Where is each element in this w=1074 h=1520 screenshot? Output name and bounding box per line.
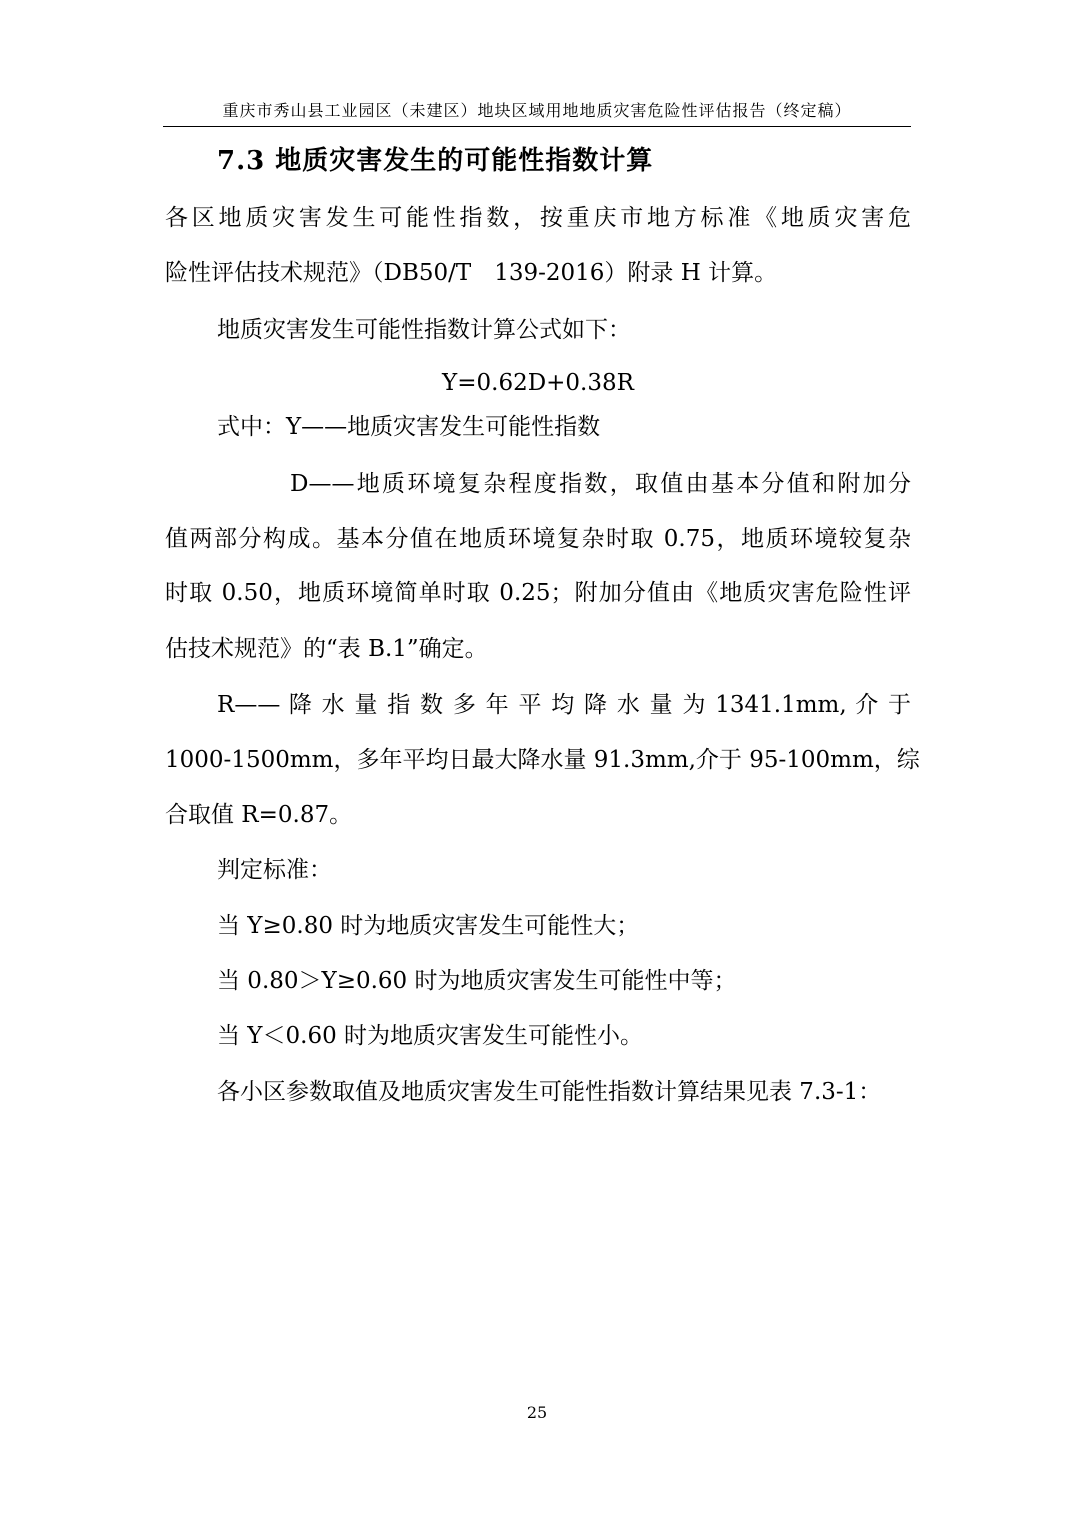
paragraph-line: 险性评估技术规范》（DB50/T 139-2016）附录 H 计算。 bbox=[165, 260, 778, 286]
paragraph-line: 值两部分构成。基本分值在地质环境复杂时取 0.75，地质环境较复杂 bbox=[165, 526, 911, 552]
paragraph-line: R—— 降 水 量 指 数 多 年 平 均 降 水 量 为 1341.1mm, 介 于 bbox=[217, 692, 911, 718]
paragraph-line: D——地质环境复杂程度指数，取值由基本分值和附加分 bbox=[290, 471, 911, 497]
document-header: 重庆市秀山县工业园区（未建区）地块区域用地地质灾害危险性评估报告（终定稿） bbox=[222, 101, 852, 120]
paragraph-line: 当 Y＜0.60 时为地质灾害发生可能性小。 bbox=[217, 1023, 644, 1049]
paragraph-line: 合取值 R=0.87。 bbox=[165, 802, 353, 828]
formula: Y=0.62D+0.38R bbox=[442, 370, 634, 396]
section-heading: 7.3 地质灾害发生的可能性指数计算 bbox=[217, 146, 654, 176]
paragraph-line: 地质灾害发生可能性指数计算公式如下： bbox=[217, 317, 631, 343]
paragraph-line: 各小区参数取值及地质灾害发生可能性指数计算结果见表 7.3-1： bbox=[217, 1079, 882, 1105]
paragraph-line: 当 0.80＞Y≥0.60 时为地质灾害发生可能性中等； bbox=[217, 968, 737, 994]
paragraph-line: 判定标准： bbox=[217, 857, 332, 883]
page-number: 25 bbox=[526, 1403, 548, 1422]
header-rule bbox=[163, 126, 911, 127]
paragraph-line: 估技术规范》的“表 B.1”确定。 bbox=[165, 636, 488, 662]
paragraph-line: 1000-1500mm，多年平均日最大降水量 91.3mm,介于 95-100mm，综 bbox=[165, 747, 920, 773]
paragraph-line: 时取 0.50，地质环境简单时取 0.25；附加分值由《地质灾害危险性评 bbox=[165, 580, 911, 606]
paragraph-line: 式中：Y——地质灾害发生可能性指数 bbox=[217, 414, 601, 440]
paragraph-line: 各区地质灾害发生可能性指数，按重庆市地方标准《地质灾害危 bbox=[165, 205, 911, 231]
paragraph-line: 当 Y≥0.80 时为地质灾害发生可能性大； bbox=[217, 913, 640, 939]
